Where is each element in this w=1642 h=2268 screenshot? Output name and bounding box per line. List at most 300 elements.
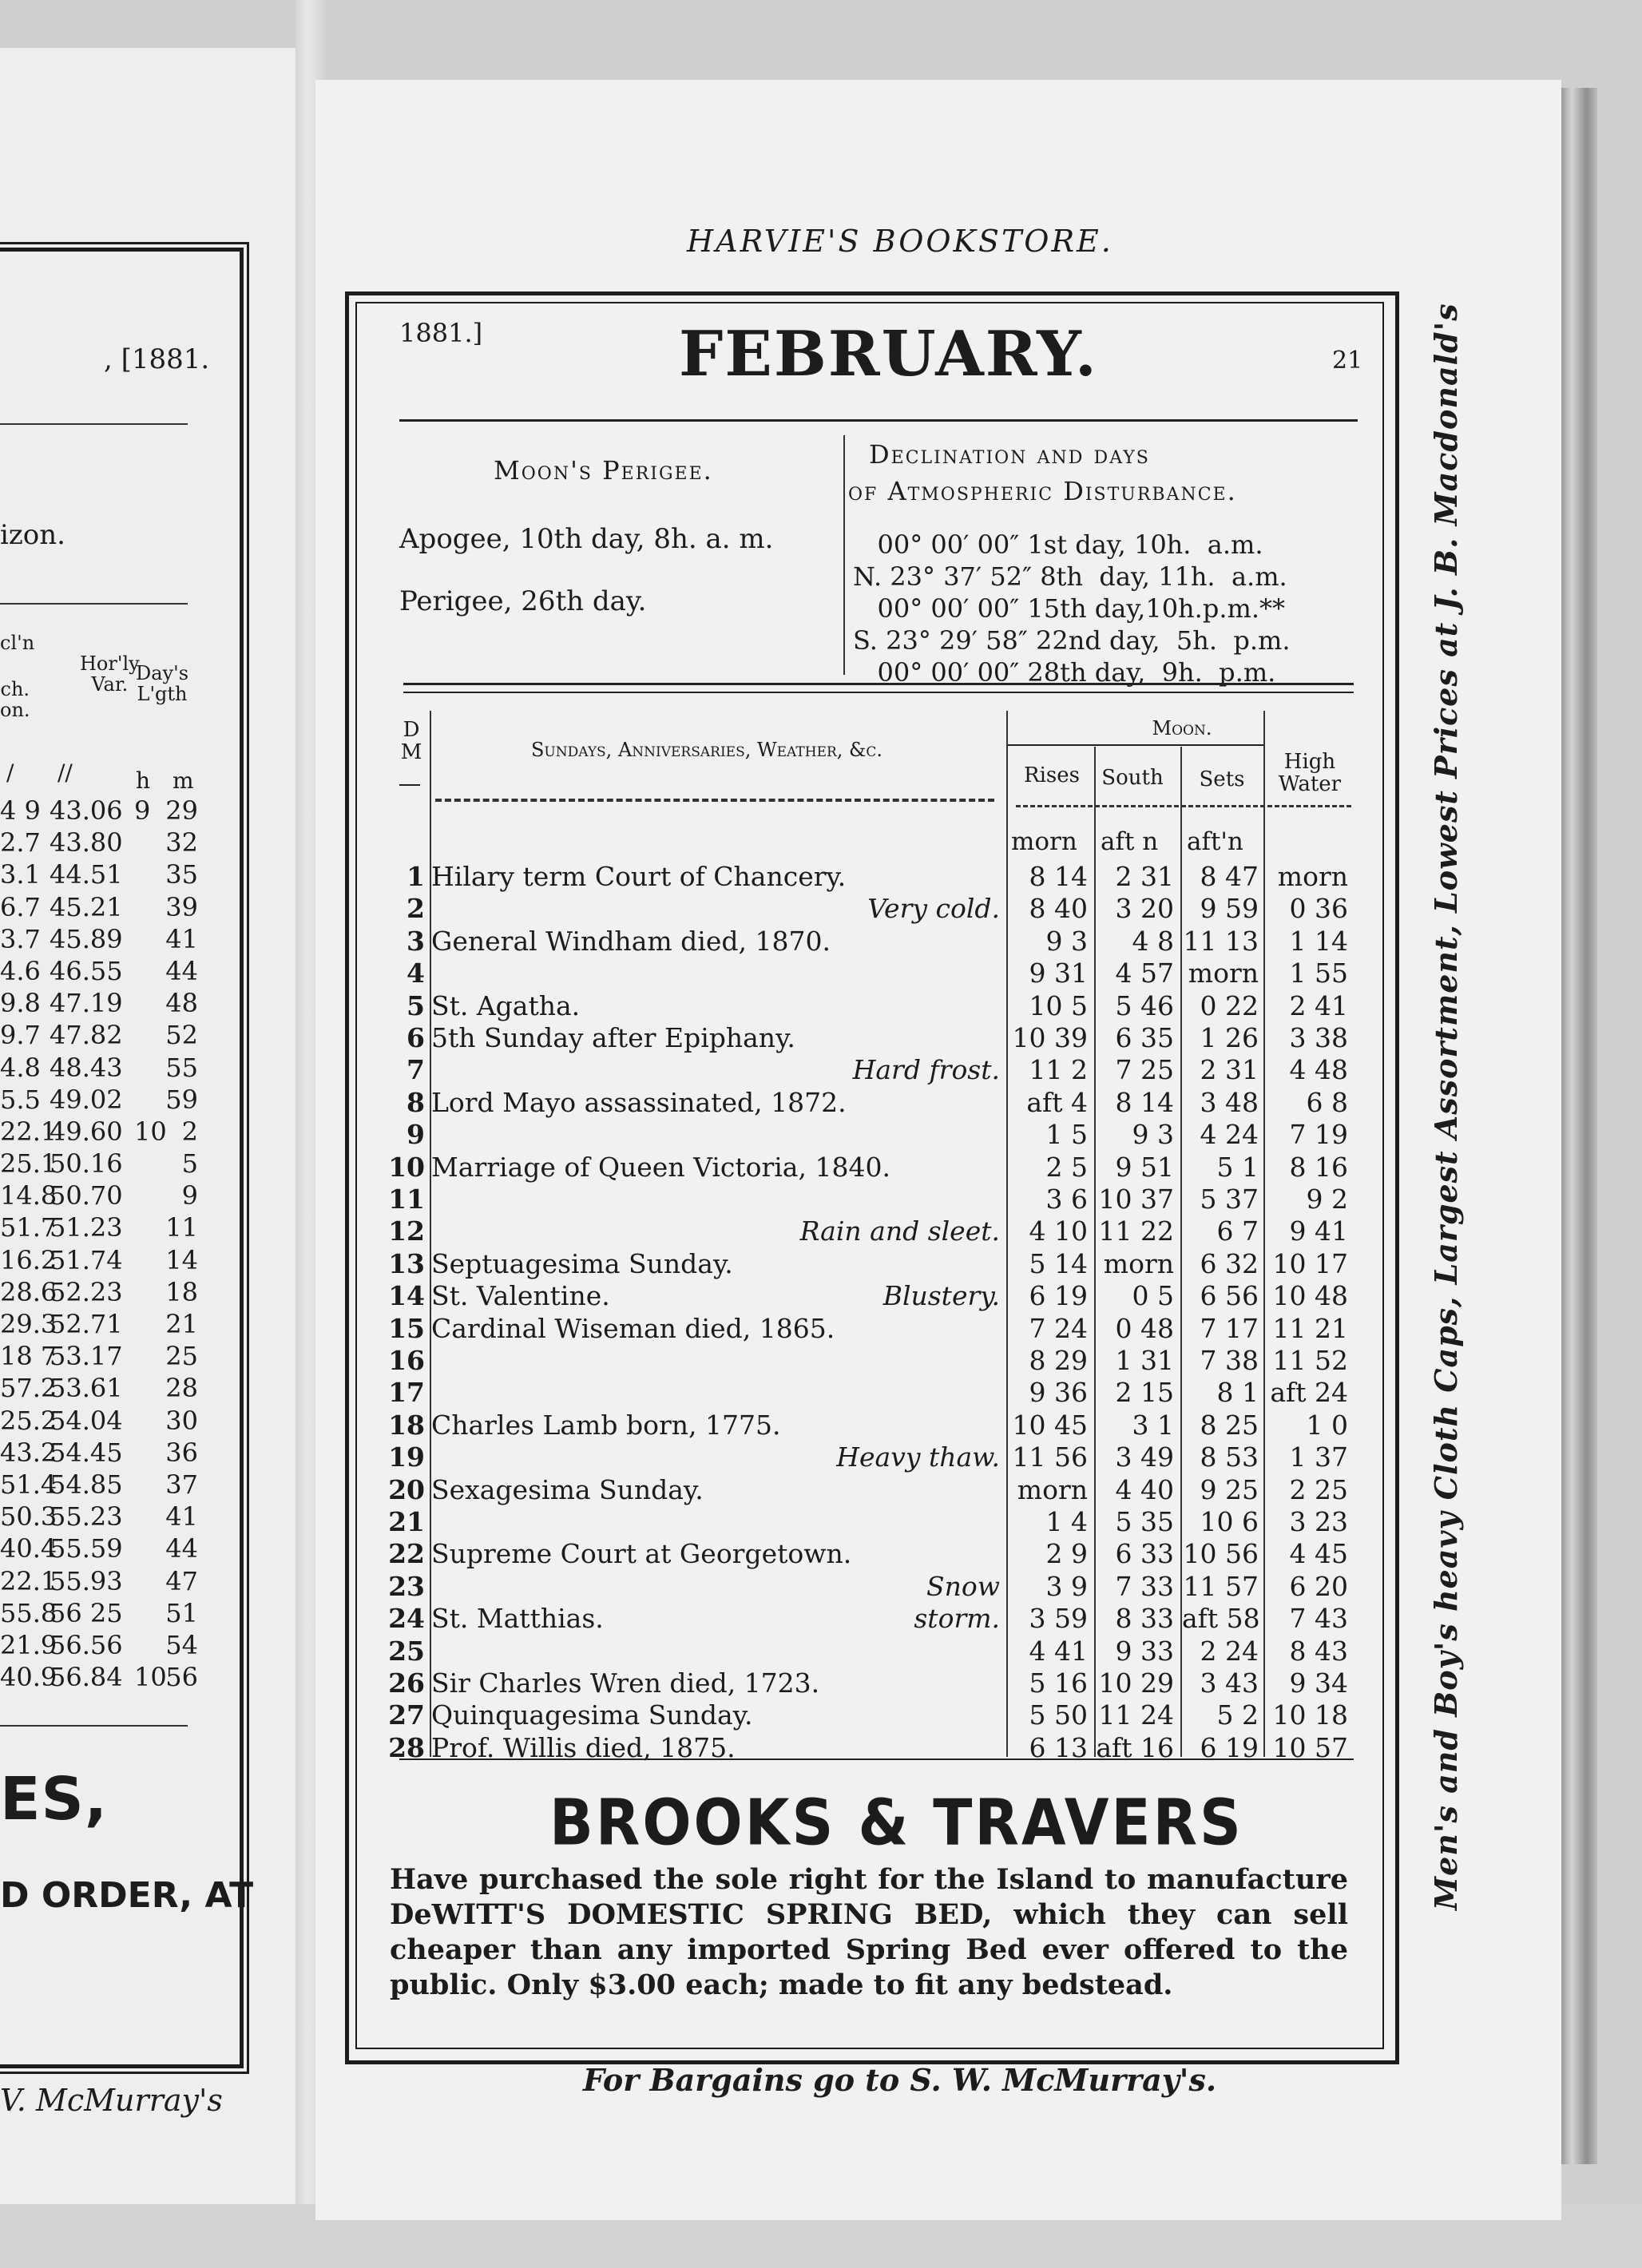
left-table-cell: 47.82: [50, 1020, 123, 1051]
sets-subheader: aft'n: [1187, 827, 1243, 856]
moon-head-rule: [1008, 744, 1263, 746]
day-of-month: 1: [407, 861, 425, 892]
calendar-row: [0, 990, 1358, 1022]
left-table-cell: 55.93: [50, 1565, 123, 1596]
moon-south-value: 6 35: [1115, 1022, 1174, 1053]
left-table-cell: 48.43: [50, 1052, 123, 1083]
moon-water-value: 8 16: [1289, 1151, 1348, 1183]
moon-south-value: 2 15: [1115, 1377, 1174, 1409]
event-text: Hilary term Court of Chancery.: [431, 861, 847, 892]
moon-sets-value: 11 13: [1183, 925, 1259, 957]
event-text: St. Matthias.: [431, 1603, 604, 1635]
moon-perigee-heading: Moon's Perigee.: [494, 455, 713, 486]
moon-sets-value: 10 56: [1183, 1538, 1259, 1570]
moon-rises-value: 6 13: [1029, 1731, 1088, 1763]
moon-rises-value: 4 10: [1029, 1215, 1088, 1247]
left-page-year: , [1881.: [104, 343, 210, 375]
left-table-cell: 47.19: [50, 988, 123, 1019]
col-head-sets: Sets: [1199, 767, 1245, 791]
moon-sets-value: 6 7: [1216, 1215, 1259, 1247]
moon-water-value: morn: [1277, 861, 1348, 892]
moon-water-value: 2 25: [1289, 1473, 1348, 1505]
calendar-row: [0, 958, 1358, 989]
moon-sets-value: 11 57: [1183, 1570, 1259, 1602]
event-text: Prof. Willis died, 1875.: [431, 1731, 736, 1763]
left-table-cell: 9.7: [0, 1020, 41, 1051]
day-of-month: 9: [407, 1119, 425, 1151]
moon-rises-value: morn: [1017, 1473, 1088, 1505]
event-text: Charles Lamb born, 1775.: [431, 1409, 781, 1441]
left-unit-mark: h: [136, 767, 151, 794]
moon-rises-value: 9 31: [1029, 958, 1088, 989]
left-table-cell: 59: [165, 1084, 198, 1115]
weather-note: Blustery.: [882, 1280, 1000, 1312]
event-text: Supreme Court at Georgetown.: [431, 1538, 852, 1570]
left-table-cell: 40.9: [0, 1662, 58, 1693]
running-header: HARVIE'S BOOKSTORE.: [687, 224, 1113, 259]
left-table-cell: 50.70: [50, 1180, 123, 1211]
left-table-cell: 56.56: [50, 1629, 123, 1660]
moon-south-value: 0 5: [1132, 1280, 1174, 1312]
col-head-events: Sundays, Anniversaries, Weather, &c.: [530, 739, 883, 761]
event-text: Sexagesima Sunday.: [431, 1473, 704, 1505]
moon-south-value: 3 20: [1115, 893, 1174, 925]
section-divider: [843, 435, 845, 675]
moon-south-value: aft 16: [1096, 1731, 1174, 1763]
left-table-cell: 45.89: [50, 923, 123, 954]
day-of-month: 4: [407, 958, 425, 989]
moon-water-value: 10 57: [1272, 1731, 1348, 1763]
left-table-cell: 49.02: [50, 1084, 123, 1115]
day-of-month: 16: [388, 1345, 425, 1376]
moon-south-value: 7 25: [1115, 1054, 1174, 1086]
left-table-cell: 46.55: [50, 955, 123, 986]
left-table-cell: 10: [134, 1662, 167, 1693]
left-table-cell: 54.85: [50, 1469, 123, 1500]
moon-water-value: 6 8: [1306, 1086, 1348, 1118]
day-of-month: 20: [388, 1473, 425, 1505]
left-table-cell: 55.8: [0, 1597, 58, 1628]
event-text: Sir Charles Wren died, 1723.: [431, 1667, 820, 1699]
left-table-cell: 25.1: [0, 1148, 58, 1180]
advert-body: Have purchased the sole right for the Island to manufacture DeWITT'S DOMESTIC SPRING BED, which they can sell cheaper than any imported Spring Bed ever offered to the public. Only $3.00 each; made to fit any bedstead.: [390, 1863, 1348, 2001]
day-of-month: 19: [388, 1441, 425, 1473]
perigee-line: Perigee, 26th day.: [399, 585, 647, 617]
moon-sets-value: 8 53: [1200, 1441, 1259, 1473]
weather-note: storm.: [914, 1603, 1000, 1635]
moon-rises-value: 4 41: [1029, 1635, 1088, 1667]
calendar-row: [0, 861, 1358, 893]
moon-south-value: 6 33: [1115, 1538, 1174, 1570]
moon-sets-value: 8 47: [1200, 861, 1259, 892]
calendar-row: [0, 1377, 1358, 1409]
event-text: General Windham died, 1870.: [431, 925, 831, 957]
left-table-cell: 9: [181, 1180, 198, 1211]
left-table-cell: 16.2: [0, 1244, 58, 1275]
declination-line: N. 23° 37′ 52″ 8th day, 11h. a.m.: [853, 561, 1287, 592]
moon-sets-value: 8 1: [1216, 1377, 1259, 1409]
moon-water-value: 1 14: [1289, 925, 1348, 957]
left-table-cell: 56 25: [50, 1597, 123, 1628]
left-page-es-fragment: ES,: [0, 1765, 108, 1834]
moon-rises-value: 9 36: [1029, 1377, 1088, 1409]
left-table-cell: 43.80: [50, 827, 123, 858]
moon-rises-value: 6 19: [1029, 1280, 1088, 1312]
moon-sets-value: 7 38: [1200, 1345, 1259, 1376]
moon-water-value: 3 23: [1289, 1506, 1348, 1537]
left-table-cell: 18 7: [0, 1341, 58, 1372]
day-of-month: 24: [388, 1603, 425, 1635]
calendar-row: [0, 1215, 1358, 1247]
moon-rises-value: 1 5: [1045, 1119, 1088, 1151]
rises-subheader: morn: [1011, 827, 1077, 856]
day-of-month: 25: [388, 1635, 425, 1667]
moon-rises-value: 11 2: [1029, 1054, 1088, 1086]
left-table-cell: 53.61: [50, 1373, 123, 1404]
day-of-month: 18: [388, 1409, 425, 1441]
left-table-cell: 51.7: [0, 1212, 58, 1243]
weather-note: Hard frost.: [852, 1054, 1000, 1086]
day-of-month: 27: [388, 1699, 425, 1731]
left-table-cell: 41: [165, 1501, 198, 1532]
moon-water-value: 4 48: [1289, 1054, 1348, 1086]
left-table-cell: 56: [165, 1662, 198, 1693]
moon-south-value: 1 31: [1115, 1345, 1174, 1376]
moon-water-value: 4 45: [1289, 1538, 1348, 1570]
declination-heading: Declination and days: [869, 439, 1150, 470]
year-label: 1881.]: [399, 318, 483, 348]
page-number: 21: [1332, 347, 1363, 375]
left-unit-mark: m: [173, 767, 194, 794]
left-page-order-fragment: D ORDER, AT: [0, 1875, 254, 1916]
left-page-horizon-text: izon.: [0, 519, 65, 551]
left-table-cell: 4.6: [0, 955, 41, 986]
moon-water-value: 1 55: [1289, 958, 1348, 989]
moon-rises-value: 1 4: [1045, 1506, 1088, 1537]
moon-sets-value: morn: [1188, 958, 1259, 989]
left-table-cell: 29.3: [0, 1309, 58, 1339]
left-table-cell: 48: [165, 988, 198, 1019]
day-of-month: 28: [388, 1731, 425, 1763]
left-table-cell: 29: [165, 795, 198, 826]
left-table-cell: 4 9: [0, 795, 41, 826]
left-table-cell: 51: [165, 1597, 198, 1628]
footer-advert: For Bargains go to S. W. McMurray's.: [583, 2062, 1217, 2098]
moon-sets-value: 4 24: [1200, 1119, 1259, 1151]
left-table-cell: 5.5: [0, 1084, 41, 1115]
moon-sets-value: 8 25: [1200, 1409, 1259, 1441]
left-table-cell: 10: [134, 1116, 167, 1147]
moon-water-value: 7 43: [1289, 1603, 1348, 1635]
calendar-row: [0, 1119, 1358, 1151]
moon-water-value: 10 48: [1272, 1280, 1348, 1312]
moon-sets-value: 3 48: [1200, 1086, 1259, 1118]
moon-south-value: 9 3: [1132, 1119, 1174, 1151]
left-table-cell: 18: [165, 1276, 198, 1307]
left-table-cell: 6.7: [0, 891, 41, 922]
left-table-cell: 14: [165, 1244, 198, 1275]
moon-rises-value: 11 56: [1012, 1441, 1088, 1473]
page-edge-stack: [1561, 88, 1597, 2164]
moon-sets-value: 9 59: [1200, 893, 1259, 925]
left-table-cell: 25: [165, 1341, 198, 1372]
moon-water-value: 8 43: [1289, 1635, 1348, 1667]
left-table-cell: 37: [165, 1469, 198, 1500]
calendar-row: [0, 893, 1358, 925]
side-advert: Men's and Boy's heavy Cloth Caps, Largest Assortment, Lowest Prices at J. B. Macdonald's: [1428, 303, 1464, 1910]
table-bottom-rule: [399, 1758, 1354, 1760]
moon-south-value: 4 57: [1115, 958, 1174, 989]
calendar-row: [0, 1538, 1358, 1570]
moon-water-value: 11 21: [1272, 1312, 1348, 1344]
day-of-month: 14: [388, 1280, 425, 1312]
left-table-cell: 36: [165, 1437, 198, 1468]
moon-rises-value: 7 24: [1029, 1312, 1088, 1344]
calendar-row: [0, 1636, 1358, 1667]
calendar-row: [0, 1345, 1358, 1377]
moon-south-value: 9 33: [1115, 1635, 1174, 1667]
left-table-cell: 3.7: [0, 923, 41, 954]
left-table-cell: 54.04: [50, 1405, 123, 1436]
moon-rises-value: 8 29: [1029, 1345, 1088, 1376]
declination-line: 00° 00′ 00″ 1st day, 10h. a.m.: [853, 529, 1263, 560]
left-table-cell: 5: [181, 1148, 198, 1180]
moon-sets-value: 3 43: [1200, 1667, 1259, 1699]
moon-south-value: 5 35: [1115, 1506, 1174, 1537]
day-of-month: 5: [407, 989, 425, 1021]
event-text: Cardinal Wiseman died, 1865.: [431, 1312, 835, 1344]
left-unit-mark: /: [6, 759, 14, 786]
left-table-cell: 44: [165, 955, 198, 986]
moon-rises-value: 5 14: [1029, 1247, 1088, 1279]
calendar-row: [0, 1474, 1358, 1506]
calendar-row: [0, 1667, 1358, 1699]
day-of-month: 2: [407, 893, 425, 925]
moon-water-value: 9 2: [1306, 1184, 1348, 1215]
moon-rises-value: 10 39: [1012, 1022, 1088, 1053]
col-head-south: South: [1101, 766, 1164, 790]
day-of-month: 13: [388, 1247, 425, 1279]
south-subheader: aft n: [1101, 827, 1159, 856]
calendar-row: [0, 1441, 1358, 1473]
left-page-rule: [0, 423, 188, 425]
left-table-cell: 47: [165, 1565, 198, 1596]
left-table-cell: 28: [165, 1373, 198, 1404]
moon-sets-value: 0 22: [1200, 989, 1259, 1021]
left-table-cell: 54.45: [50, 1437, 123, 1468]
moon-water-value: 1 0: [1306, 1409, 1348, 1441]
moon-rises-value: 10 5: [1029, 989, 1088, 1021]
moon-rises-value: 3 9: [1045, 1570, 1088, 1602]
moon-rises-value: 3 59: [1029, 1603, 1088, 1635]
month-title: FEBRUARY.: [679, 318, 1098, 391]
moon-water-value: 11 52: [1272, 1345, 1348, 1376]
event-text: 5th Sunday after Epiphany.: [431, 1022, 795, 1053]
col-head-high-water: High Water: [1278, 750, 1342, 796]
left-table-cell: 22.1: [0, 1565, 58, 1596]
left-table-cell: 39: [165, 891, 198, 922]
calendar-row: [0, 1022, 1358, 1054]
moon-south-value: 11 24: [1098, 1699, 1174, 1731]
left-table-cell: 43.2: [0, 1437, 58, 1468]
event-text: St. Agatha.: [431, 989, 581, 1021]
calendar-row: [0, 1603, 1358, 1635]
moon-water-value: 9 34: [1289, 1667, 1348, 1699]
col-head-moon: Moon.: [1152, 717, 1212, 739]
left-table-cell: 11: [165, 1212, 198, 1243]
event-text: Lord Mayo assassinated, 1872.: [431, 1086, 847, 1118]
declination-heading-2: of Atmospheric Disturbance.: [848, 476, 1237, 506]
weather-note: Very cold.: [867, 893, 1000, 925]
apogee-line: Apogee, 10th day, 8h. a. m.: [399, 523, 774, 555]
left-table-cell: 41: [165, 923, 198, 954]
moon-sets-value: 6 56: [1200, 1280, 1259, 1312]
left-table-cell: 52.23: [50, 1276, 123, 1307]
event-text: Marriage of Queen Victoria, 1840.: [431, 1151, 890, 1183]
left-table-cell: 50.16: [50, 1148, 123, 1180]
moon-rises-value: 9 3: [1045, 925, 1088, 957]
moon-water-value: 7 19: [1289, 1119, 1348, 1151]
calendar-row: [0, 1571, 1358, 1603]
weather-note: Snow: [926, 1570, 1000, 1602]
moon-water-value: 6 20: [1289, 1570, 1348, 1602]
calendar-row: [0, 1248, 1358, 1280]
left-col-head-days-length: Day's L'gth: [136, 662, 189, 705]
left-col-head-decl: cl'n: [0, 632, 35, 654]
title-rule: [399, 419, 1358, 422]
moon-sets-value: aft 58: [1182, 1603, 1260, 1635]
moon-south-value: 3 49: [1115, 1441, 1174, 1473]
moon-sets-value: 9 25: [1200, 1473, 1259, 1505]
day-of-month: 17: [388, 1377, 425, 1409]
day-of-month: 21: [388, 1506, 425, 1537]
left-page-mcmurray-fragment: V. McMurray's: [0, 2083, 223, 2118]
left-table-cell: 43.06: [50, 795, 123, 826]
left-table-cell: 55.23: [50, 1501, 123, 1532]
moon-south-value: 8 33: [1115, 1603, 1174, 1635]
moon-sets-value: 1 26: [1200, 1022, 1259, 1053]
moon-rises-value: 8 40: [1029, 893, 1088, 925]
left-table-cell: 14.8: [0, 1180, 58, 1211]
left-table-cell: 9.8: [0, 988, 41, 1019]
left-table-cell: 25.2: [0, 1405, 58, 1436]
declination-line: 00° 00′ 00″ 28th day, 9h. p.m.: [853, 657, 1276, 688]
moon-south-value: 4 40: [1115, 1473, 1174, 1505]
moon-water-value: 0 36: [1289, 893, 1348, 925]
left-table-cell: 30: [165, 1405, 198, 1436]
moon-sets-value: 2 24: [1200, 1635, 1259, 1667]
day-of-month: 12: [388, 1215, 425, 1247]
left-table-cell: 2: [181, 1116, 198, 1147]
moon-water-value: aft 24: [1270, 1377, 1348, 1409]
moon-sets-value: 5 2: [1216, 1699, 1259, 1731]
moon-rises-value: 2 9: [1045, 1538, 1088, 1570]
table-top-rule-thin: [403, 692, 1354, 693]
event-text: Quinquagesima Sunday.: [431, 1699, 753, 1731]
calendar-row: [0, 1054, 1358, 1086]
left-table-cell: 52.71: [50, 1309, 123, 1339]
day-of-month: 10: [388, 1151, 425, 1183]
day-of-month: 8: [407, 1086, 425, 1118]
calendar-row: [0, 1280, 1358, 1312]
moon-south-value: 9 51: [1115, 1151, 1174, 1183]
moon-rises-value: 8 14: [1029, 861, 1088, 892]
left-table-cell: 51.74: [50, 1244, 123, 1275]
moon-sets-value: 5 37: [1200, 1184, 1259, 1215]
left-table-cell: 4.8: [0, 1052, 41, 1083]
left-table-cell: 57.2: [0, 1373, 58, 1404]
calendar-row: [0, 1184, 1358, 1215]
moon-water-value: 1 37: [1289, 1441, 1348, 1473]
moon-sets-value: 5 1: [1216, 1151, 1259, 1183]
moon-south-value: 5 46: [1115, 989, 1174, 1021]
event-text: St. Valentine.: [431, 1280, 610, 1312]
day-of-month: 11: [388, 1184, 425, 1215]
weather-note: Heavy thaw.: [836, 1441, 1000, 1473]
calendar-row: [0, 1699, 1358, 1731]
calendar-row: [0, 1087, 1358, 1119]
moon-rises-value: 5 50: [1029, 1699, 1088, 1731]
left-table-cell: 45.21: [50, 891, 123, 922]
left-table-cell: 55: [165, 1052, 198, 1083]
weather-note: Rain and sleet.: [799, 1215, 1000, 1247]
day-of-month: 23: [388, 1570, 425, 1602]
moon-water-value: 10 17: [1272, 1247, 1348, 1279]
left-table-cell: 3.1: [0, 859, 41, 890]
left-table-cell: 35: [165, 859, 198, 890]
day-of-month: 7: [407, 1054, 425, 1086]
left-col-head-hourly-var: Hor'ly Var.: [80, 652, 140, 696]
left-table-cell: 44.51: [50, 859, 123, 890]
declination-line: 00° 00′ 00″ 15th day,10h.p.m.**: [853, 593, 1285, 624]
left-table-cell: 2.7: [0, 827, 41, 858]
day-of-month: 3: [407, 925, 425, 957]
moon-sets-value: 6 32: [1200, 1247, 1259, 1279]
left-table-cell: 55.59: [50, 1533, 123, 1564]
left-table-cell: 51.4: [0, 1469, 58, 1500]
moon-south-value: 2 31: [1115, 861, 1174, 892]
col-head-rises: Rises: [1024, 763, 1080, 787]
left-table-cell: 9: [134, 795, 151, 826]
left-table-cell: 50.3: [0, 1501, 58, 1532]
declination-line: S. 23° 29′ 58″ 22nd day, 5h. p.m.: [853, 625, 1291, 656]
moon-south-value: morn: [1103, 1247, 1174, 1279]
moon-south-value: 8 14: [1115, 1086, 1174, 1118]
moon-water-value: 3 38: [1289, 1022, 1348, 1053]
left-unit-mark: //: [58, 759, 73, 786]
moon-south-value: 7 33: [1115, 1570, 1174, 1602]
col-head-day-of-month: D M: [400, 718, 422, 764]
moon-water-value: 10 18: [1272, 1699, 1348, 1731]
moon-south-value: 4 8: [1132, 925, 1174, 957]
moon-water-value: 2 41: [1289, 989, 1348, 1021]
left-table-cell: 22.1: [0, 1116, 58, 1147]
day-of-month: 15: [388, 1312, 425, 1344]
event-text: Septuagesima Sunday.: [431, 1247, 733, 1279]
day-of-month: 26: [388, 1667, 425, 1699]
calendar-row: [0, 926, 1358, 958]
left-table-cell: 54: [165, 1629, 198, 1660]
moon-rises-value: 5 16: [1029, 1667, 1088, 1699]
moon-sets-value: 6 19: [1200, 1731, 1259, 1763]
left-table-cell: 53.17: [50, 1341, 123, 1372]
moon-south-value: 3 1: [1132, 1409, 1174, 1441]
left-table-cell: 28.6: [0, 1276, 58, 1307]
dm-dash-rule: [399, 784, 420, 786]
table-top-rule: [403, 683, 1354, 685]
calendar-row: [0, 1313, 1358, 1345]
left-table-cell: 21.9: [0, 1629, 58, 1660]
